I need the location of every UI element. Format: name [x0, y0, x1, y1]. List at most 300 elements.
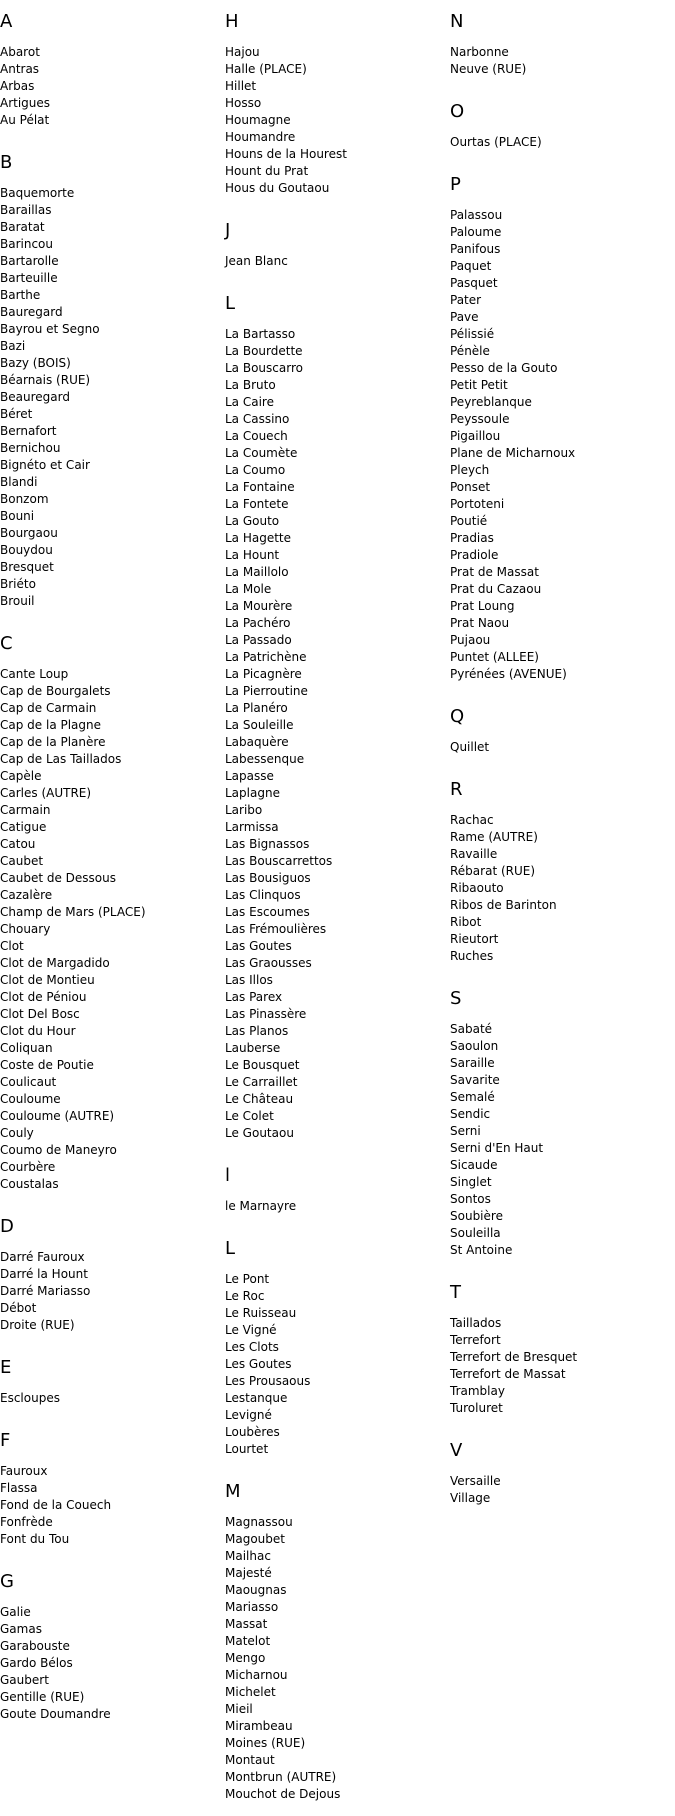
place-name-item: Sendic: [450, 1107, 491, 1121]
place-name-item: Turoluret: [450, 1401, 503, 1415]
section-letter-heading: H: [225, 11, 239, 32]
place-name-item: La Pierroutine: [225, 684, 308, 698]
section-letter-heading: N: [450, 11, 464, 32]
place-name-item: Coliquan: [0, 1041, 53, 1055]
place-name-item: Las Bignassos: [225, 837, 310, 851]
section-spacer: [225, 1803, 445, 1815]
place-name-item: Pradiole: [450, 548, 499, 562]
place-name-item: Bignéto et Cair: [0, 458, 90, 472]
section-letter-heading: O: [450, 101, 465, 122]
place-name-item: La Picagnère: [225, 667, 302, 681]
section-letter-heading: J: [225, 220, 231, 241]
place-name-item: Sabaté: [450, 1022, 493, 1036]
place-name-item: Brouil: [0, 594, 35, 608]
section-letter-heading: R: [450, 779, 463, 800]
place-name-item: Hosso: [225, 96, 262, 110]
section-spacer: [0, 1723, 220, 1735]
index-section: [225, 1166, 445, 1227]
place-name-item: Versaille: [450, 1474, 501, 1488]
place-name-list: [450, 1315, 670, 1417]
place-name-item: Taillados: [450, 1316, 502, 1330]
place-name-item: Clot: [0, 939, 24, 953]
place-name-item: Rébarat (RUE): [450, 864, 536, 878]
index-section: [0, 1431, 220, 1560]
place-name-item: Clot de Margadido: [0, 956, 110, 970]
place-name-item: La Mourère: [225, 599, 293, 613]
place-name-item: Ribos de Barinton: [450, 898, 557, 912]
place-name-item: Bonzom: [0, 492, 49, 506]
place-name-item: Singlet: [450, 1175, 492, 1189]
place-name-item: Le Bousquet: [225, 1058, 300, 1072]
place-name-item: Saoulon: [450, 1039, 499, 1053]
place-name-item: Briéto: [0, 577, 36, 591]
place-name-item: Las Clinquos: [225, 888, 301, 902]
place-name-item: La Planéro: [225, 701, 288, 715]
place-name-item: Laplagne: [225, 786, 280, 800]
place-name-item: Pélissié: [450, 327, 495, 341]
section-spacer: [0, 1548, 220, 1560]
place-name-item: Las Bouscarrettos: [225, 854, 333, 868]
place-name-item: Gentille (RUE): [0, 1690, 85, 1704]
place-name-item: Hount du Prat: [225, 164, 309, 178]
place-name-item: Puntet (ALLEE): [450, 650, 539, 664]
place-name-item: Clot de Péniou: [0, 990, 87, 1004]
place-name-list: [0, 1249, 220, 1334]
place-name-item: Cap de Carmain: [0, 701, 97, 715]
section-letter-heading: V: [450, 1440, 463, 1461]
place-name-item: Darré Fauroux: [0, 1250, 85, 1264]
place-name-item: Pyrénées (AVENUE): [450, 667, 567, 681]
place-name-item: Las Parex: [225, 990, 283, 1004]
place-name-item: Terrefort de Bresquet: [450, 1350, 578, 1364]
place-name-item: Peyssoule: [450, 412, 510, 426]
place-name-item: Bartarolle: [0, 254, 59, 268]
section-spacer: [225, 270, 445, 282]
place-name-item: Pujaou: [450, 633, 491, 647]
section-letter-heading: T: [450, 1282, 461, 1303]
place-name-item: Labessenque: [225, 752, 305, 766]
place-name-item: Pénèle: [450, 344, 490, 358]
section-letter-heading: E: [0, 1357, 12, 1378]
place-name-item: Les Prousaous: [225, 1374, 311, 1388]
place-name-item: La Bartasso: [225, 327, 296, 341]
place-name-item: Escloupes: [0, 1391, 60, 1405]
index-column-1: [0, 0, 220, 1735]
place-name-item: Michelet: [225, 1685, 276, 1699]
index-section: [225, 294, 445, 1154]
section-letter-heading: M: [225, 1481, 241, 1502]
place-name-item: Poutié: [450, 514, 488, 528]
place-name-item: Soubière: [450, 1209, 503, 1223]
place-name-item: Houmandre: [225, 130, 296, 144]
place-name-item: La Gouto: [225, 514, 280, 528]
place-name-item: Gaubert: [0, 1673, 49, 1687]
place-name-item: Le Carraillet: [225, 1075, 298, 1089]
place-name-item: Pleych: [450, 463, 490, 477]
place-name-item: Las Escoumes: [225, 905, 310, 919]
place-name-item: Mouchot de Dejous: [225, 1787, 341, 1801]
place-name-item: Hillet: [225, 79, 257, 93]
place-name-item: Droite (RUE): [0, 1318, 75, 1332]
place-name-item: Halle (PLACE): [225, 62, 307, 76]
place-name-item: Laribo: [225, 803, 263, 817]
place-name-item: Coumo de Maneyro: [0, 1143, 117, 1157]
index-section: [0, 1217, 220, 1346]
place-name-item: Savarite: [450, 1073, 500, 1087]
place-name-item: Lestanque: [225, 1391, 288, 1405]
section-spacer: [0, 1193, 220, 1205]
place-name-item: Couloume: [0, 1092, 61, 1106]
place-name-list: [225, 1271, 445, 1458]
place-name-item: Levigné: [225, 1408, 272, 1422]
section-spacer: [450, 1259, 670, 1271]
place-name-list: [225, 1198, 445, 1215]
place-name-item: Las Bousiguos: [225, 871, 311, 885]
place-name-item: Montaut: [225, 1753, 275, 1767]
place-name-item: Cazalère: [0, 888, 53, 902]
place-name-item: Champ de Mars (PLACE): [0, 905, 146, 919]
place-name-list: [0, 1390, 220, 1407]
place-name-item: Clot du Hour: [0, 1024, 76, 1038]
place-name-item: Sontos: [450, 1192, 491, 1206]
place-name-item: Darré Mariasso: [0, 1284, 91, 1298]
place-name-item: Micharnou: [225, 1668, 288, 1682]
place-name-item: La Fontaine: [225, 480, 295, 494]
place-name-item: Les Clots: [225, 1340, 279, 1354]
place-name-item: La Hount: [225, 548, 280, 562]
place-name-item: Maougnas: [225, 1583, 287, 1597]
place-name-item: La Passado: [225, 633, 292, 647]
index-section: [0, 153, 220, 622]
section-spacer: [225, 197, 445, 209]
place-name-item: La Bourdette: [225, 344, 303, 358]
index-section: [450, 707, 670, 768]
index-column-2: [225, 0, 445, 1815]
place-name-item: Flassa: [0, 1481, 38, 1495]
section-letter-heading: D: [0, 1216, 14, 1237]
place-name-item: Ravaille: [450, 847, 498, 861]
place-name-item: Coulicaut: [0, 1075, 57, 1089]
place-name-item: le Marnayre: [225, 1199, 297, 1213]
place-name-item: Beauregard: [0, 390, 70, 404]
place-name-item: Barincou: [0, 237, 54, 251]
place-name-item: Ribot: [450, 915, 482, 929]
place-name-item: Le Pont: [225, 1272, 270, 1286]
section-spacer: [450, 1507, 670, 1519]
place-name-item: Las Goutes: [225, 939, 292, 953]
place-name-item: Pater: [450, 293, 482, 307]
place-name-item: Baratat: [0, 220, 45, 234]
place-name-item: Semalé: [450, 1090, 495, 1104]
place-name-item: Peyreblanque: [450, 395, 532, 409]
section-spacer: [450, 965, 670, 977]
place-name-item: Bouni: [0, 509, 35, 523]
index-section: [225, 1239, 445, 1470]
index-section: [450, 12, 670, 90]
place-name-item: Ruches: [450, 949, 494, 963]
place-name-item: Le Vigné: [225, 1323, 277, 1337]
place-name-item: Palassou: [450, 208, 503, 222]
place-name-item: Lapasse: [225, 769, 274, 783]
place-name-item: Petit Petit: [450, 378, 508, 392]
place-name-item: Panifous: [450, 242, 501, 256]
index-section: [0, 12, 220, 141]
place-name-item: Béret: [0, 407, 33, 421]
place-name-item: Prat de Massat: [450, 565, 539, 579]
place-name-item: Prat Loung: [450, 599, 515, 613]
place-name-item: Larmissa: [225, 820, 279, 834]
place-name-item: St Antoine: [450, 1243, 513, 1257]
place-name-item: Hous du Goutaou: [225, 181, 330, 195]
section-spacer: [0, 129, 220, 141]
place-name-item: Gardo Bélos: [0, 1656, 73, 1670]
index-section: [450, 780, 670, 977]
place-name-item: Mirambeau: [225, 1719, 293, 1733]
place-name-item: Coustalas: [0, 1177, 59, 1191]
place-name-item: Plane de Micharnoux: [450, 446, 576, 460]
place-name-list: [450, 812, 670, 965]
section-spacer: [450, 756, 670, 768]
place-name-item: La Souleille: [225, 718, 294, 732]
place-name-item: Las Pinassère: [225, 1007, 307, 1021]
place-name-item: La Couech: [225, 429, 288, 443]
section-spacer: [0, 1334, 220, 1346]
place-name-item: Bayrou et Segno: [0, 322, 100, 336]
section-letter-heading: F: [0, 1430, 11, 1451]
place-name-item: Mailhac: [225, 1549, 271, 1563]
place-name-item: Hajou: [225, 45, 260, 59]
section-letter-heading: S: [450, 988, 462, 1009]
place-name-list: [0, 185, 220, 610]
place-name-item: Les Goutes: [225, 1357, 292, 1371]
place-name-item: Prat Naou: [450, 616, 510, 630]
place-name-item: Terrefort: [450, 1333, 501, 1347]
index-section: [450, 989, 670, 1271]
place-name-item: Portoteni: [450, 497, 505, 511]
place-name-item: Catigue: [0, 820, 47, 834]
place-name-item: La Bruto: [225, 378, 276, 392]
index-section: [450, 1283, 670, 1429]
place-name-item: Narbonne: [450, 45, 509, 59]
place-name-item: Au Pélat: [0, 113, 50, 127]
section-letter-heading: l: [225, 1165, 231, 1186]
place-name-item: Rame (AUTRE): [450, 830, 538, 844]
place-name-item: Fauroux: [0, 1464, 48, 1478]
place-name-item: Cap de Bourgalets: [0, 684, 111, 698]
place-name-item: Pave: [450, 310, 479, 324]
place-name-item: Bauregard: [0, 305, 63, 319]
section-spacer: [450, 78, 670, 90]
place-name-item: Baquemorte: [0, 186, 75, 200]
place-name-item: Tramblay: [450, 1384, 505, 1398]
place-name-item: Cante Loup: [0, 667, 69, 681]
place-name-item: Magnassou: [225, 1515, 293, 1529]
place-name-item: Ourtas (PLACE): [450, 135, 542, 149]
section-spacer: [0, 610, 220, 622]
place-name-item: La Maillolo: [225, 565, 289, 579]
place-name-list: [0, 1604, 220, 1723]
place-name-item: Caubet: [0, 854, 44, 868]
place-name-item: Caubet de Dessous: [0, 871, 116, 885]
index-section: [225, 1482, 445, 1815]
place-name-list: [450, 739, 670, 756]
place-name-item: Las Planos: [225, 1024, 289, 1038]
place-name-list: [0, 1463, 220, 1548]
place-name-item: Le Ruisseau: [225, 1306, 297, 1320]
place-name-item: Lauberse: [225, 1041, 281, 1055]
place-name-item: Artigues: [0, 96, 51, 110]
place-name-item: Terrefort de Massat: [450, 1367, 566, 1381]
place-name-item: Chouary: [0, 922, 51, 936]
place-name-item: Clot de Montieu: [0, 973, 95, 987]
place-name-item: Las Graousses: [225, 956, 312, 970]
place-name-item: Serni d'En Haut: [450, 1141, 544, 1155]
section-spacer: [450, 1417, 670, 1429]
place-name-item: Béarnais (RUE): [0, 373, 91, 387]
index-section: [450, 175, 670, 695]
place-name-item: Loubères: [225, 1425, 280, 1439]
place-name-item: La Mole: [225, 582, 272, 596]
place-name-item: Barthe: [0, 288, 41, 302]
place-name-item: Bernafort: [0, 424, 57, 438]
section-spacer: [225, 1142, 445, 1154]
section-letter-heading: G: [0, 1571, 14, 1592]
place-name-item: Quillet: [450, 740, 490, 754]
place-name-item: Le Château: [225, 1092, 294, 1106]
place-name-item: La Cassino: [225, 412, 290, 426]
place-name-item: Village: [450, 1491, 491, 1505]
place-name-item: Bazy (BOIS): [0, 356, 71, 370]
place-name-list: [450, 1021, 670, 1259]
place-name-item: Massat: [225, 1617, 268, 1631]
place-name-item: La Coumète: [225, 446, 298, 460]
place-name-list: [450, 134, 670, 151]
place-name-list: [450, 1473, 670, 1507]
section-letter-heading: L: [225, 1238, 236, 1259]
section-spacer: [450, 151, 670, 163]
place-name-item: La Bouscarro: [225, 361, 303, 375]
index-section: [450, 1441, 670, 1519]
place-name-item: Las Illos: [225, 973, 273, 987]
place-name-item: Pasquet: [450, 276, 498, 290]
place-name-item: Pradias: [450, 531, 494, 545]
section-spacer: [225, 1215, 445, 1227]
place-name-item: Barteuille: [0, 271, 58, 285]
place-name-item: Pigaillou: [450, 429, 501, 443]
index-section: [0, 634, 220, 1205]
place-name-item: La Pachéro: [225, 616, 291, 630]
place-name-list: [450, 207, 670, 683]
place-name-item: Neuve (RUE): [450, 62, 527, 76]
place-name-list: [225, 44, 445, 197]
section-letter-heading: P: [450, 174, 461, 195]
place-name-item: Fond de la Couech: [0, 1498, 112, 1512]
place-name-item: Magoubet: [225, 1532, 285, 1546]
place-name-item: Catou: [0, 837, 36, 851]
section-letter-heading: L: [225, 293, 236, 314]
place-name-item: Le Colet: [225, 1109, 274, 1123]
section-spacer: [225, 1458, 445, 1470]
place-name-item: Capèle: [0, 769, 42, 783]
place-name-item: Le Roc: [225, 1289, 265, 1303]
place-name-item: La Caire: [225, 395, 274, 409]
place-name-item: Le Goutaou: [225, 1126, 294, 1140]
index-section: [450, 102, 670, 163]
index-column-3: [450, 0, 670, 1519]
place-name-item: La Fontete: [225, 497, 289, 511]
place-name-item: Ponset: [450, 480, 491, 494]
place-name-item: Houns de la Hourest: [225, 147, 347, 161]
place-name-item: Rieutort: [450, 932, 499, 946]
place-name-item: Ribaouto: [450, 881, 504, 895]
place-name-item: Carles (AUTRE): [0, 786, 92, 800]
place-name-item: Rachac: [450, 813, 494, 827]
place-name-item: Bourgaou: [0, 526, 58, 540]
place-name-item: Paquet: [450, 259, 492, 273]
place-name-item: Las Frémoulières: [225, 922, 327, 936]
place-name-item: Prat du Cazaou: [450, 582, 542, 596]
place-name-item: Gamas: [0, 1622, 42, 1636]
place-name-item: Garabouste: [0, 1639, 70, 1653]
place-name-item: Cap de la Plagne: [0, 718, 102, 732]
place-name-item: Bresquet: [0, 560, 54, 574]
place-name-list: [225, 1514, 445, 1803]
place-name-item: Serni: [450, 1124, 481, 1138]
place-name-item: Cap de Las Taillados: [0, 752, 122, 766]
place-name-item: Couly: [0, 1126, 34, 1140]
place-name-list: [225, 326, 445, 1142]
place-name-item: Débot: [0, 1301, 37, 1315]
place-name-item: La Hagette: [225, 531, 292, 545]
place-name-item: Baraillas: [0, 203, 52, 217]
place-name-item: Abarot: [0, 45, 40, 59]
section-spacer: [450, 683, 670, 695]
place-name-item: Majesté: [225, 1566, 272, 1580]
place-name-item: Paloume: [450, 225, 502, 239]
place-name-item: Font du Tou: [0, 1532, 70, 1546]
place-name-list: [450, 44, 670, 78]
place-name-item: Blandi: [0, 475, 38, 489]
index-section: [225, 221, 445, 282]
place-name-item: Moines (RUE): [225, 1736, 306, 1750]
place-name-item: Jean Blanc: [225, 254, 288, 268]
place-name-item: La Patrichène: [225, 650, 307, 664]
section-spacer: [0, 1407, 220, 1419]
place-name-item: Lourtet: [225, 1442, 269, 1456]
place-name-item: Arbas: [0, 79, 35, 93]
place-name-item: Bernichou: [0, 441, 61, 455]
index-section: [225, 12, 445, 209]
section-letter-heading: A: [0, 11, 13, 32]
place-name-item: Pesso de la Gouto: [450, 361, 558, 375]
place-name-item: Carmain: [0, 803, 51, 817]
place-name-item: Bouydou: [0, 543, 53, 557]
index-section: [0, 1358, 220, 1419]
place-name-item: Antras: [0, 62, 40, 76]
place-name-item: Mieil: [225, 1702, 253, 1716]
place-name-item: Fonfrède: [0, 1515, 53, 1529]
place-name-list: [0, 666, 220, 1193]
section-letter-heading: B: [0, 152, 13, 173]
place-name-item: Mariasso: [225, 1600, 279, 1614]
place-name-item: La Coumo: [225, 463, 286, 477]
place-name-item: Couloume (AUTRE): [0, 1109, 115, 1123]
place-name-item: Cap de la Planère: [0, 735, 106, 749]
place-name-item: Matelot: [225, 1634, 271, 1648]
section-letter-heading: Q: [450, 706, 465, 727]
place-name-list: [0, 44, 220, 129]
place-name-item: Galie: [0, 1605, 31, 1619]
